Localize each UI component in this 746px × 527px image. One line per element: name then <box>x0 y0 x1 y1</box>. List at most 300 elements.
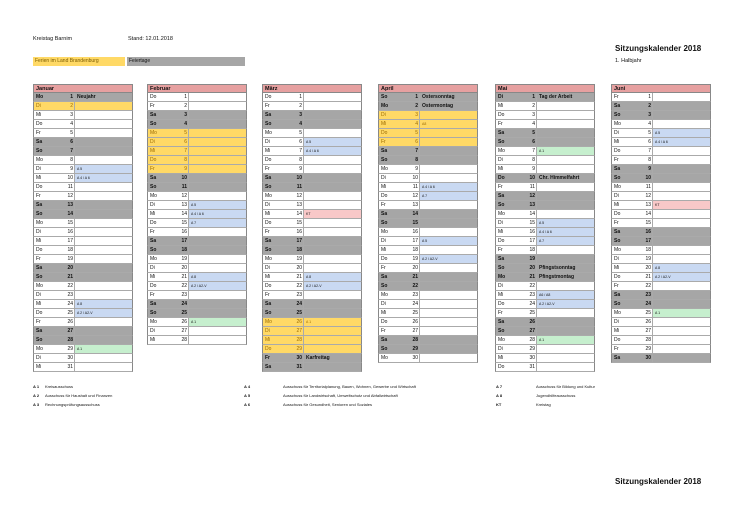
day-number: 22 <box>64 282 75 290</box>
weekday: So <box>150 247 157 253</box>
weekday: Sa <box>150 301 157 307</box>
day-event <box>653 255 710 263</box>
day-number: 2 <box>409 102 420 110</box>
day-event <box>304 237 361 245</box>
day-event <box>189 309 246 317</box>
day-row <box>611 120 711 129</box>
day-number: 1 <box>409 93 420 101</box>
weekday: So <box>614 238 621 244</box>
weekday: Sa <box>36 328 43 334</box>
day-row <box>262 111 362 120</box>
day-row <box>495 129 595 138</box>
weekday: Mi <box>381 310 387 316</box>
day-row <box>262 219 362 228</box>
month-header: April <box>378 84 478 93</box>
day-number: 13 <box>293 201 304 209</box>
weekday: Mi <box>614 265 620 271</box>
weekday: Mi <box>150 148 156 154</box>
day-row <box>495 219 595 228</box>
day-row <box>147 327 247 336</box>
day-row <box>147 165 247 174</box>
weekday: Do <box>150 220 157 226</box>
weekday: So <box>265 310 272 316</box>
day-event: A 2 / A2-V <box>420 255 477 263</box>
day-number: 9 <box>293 165 304 173</box>
day-number: 18 <box>178 246 189 254</box>
day-number: 18 <box>526 246 537 254</box>
day-number: 24 <box>642 300 653 308</box>
day-event <box>420 246 477 254</box>
day-event <box>653 111 710 119</box>
day-event <box>653 147 710 155</box>
day-event <box>75 120 132 128</box>
weekday: Mo <box>265 256 272 262</box>
legend-text: Kreisausschuss <box>45 384 74 389</box>
day-number: 22 <box>526 282 537 290</box>
weekday: Do <box>36 184 43 190</box>
month-column <box>147 84 247 345</box>
day-row <box>147 264 247 273</box>
day-event <box>653 102 710 110</box>
day-number: 22 <box>293 282 304 290</box>
day-event: Ostermontag <box>422 103 454 109</box>
weekday: Fr <box>36 319 41 325</box>
day-event: A 8 <box>653 264 710 272</box>
day-number: 7 <box>526 147 537 155</box>
weekday: Do <box>498 364 505 370</box>
day-event <box>304 93 361 101</box>
day-number: 28 <box>64 336 75 344</box>
day-event: A 5 <box>304 138 361 146</box>
day-number: 3 <box>409 111 420 119</box>
day-row <box>495 309 595 318</box>
day-row <box>147 210 247 219</box>
day-number: 2 <box>642 102 653 110</box>
day-number: 27 <box>293 327 304 335</box>
day-event: A 8 <box>75 300 132 308</box>
day-row <box>33 147 133 156</box>
day-number: 18 <box>64 246 75 254</box>
weekday: So <box>498 328 505 334</box>
weekday: Di <box>36 103 41 109</box>
day-row <box>495 192 595 201</box>
day-number: 15 <box>293 219 304 227</box>
day-row <box>378 210 478 219</box>
day-number: 4 <box>178 120 189 128</box>
day-event <box>653 237 710 245</box>
day-number: 1 <box>526 93 537 101</box>
day-event <box>75 363 132 371</box>
day-number: 4 <box>293 120 304 128</box>
weekday: Do <box>498 112 505 118</box>
day-event <box>75 282 132 290</box>
day-event <box>537 201 594 209</box>
day-event: Ostersonntag <box>422 94 455 100</box>
day-number: 25 <box>178 309 189 317</box>
legend-text: Ausschuss für Bildung und Kultur <box>536 384 595 389</box>
day-row <box>147 309 247 318</box>
weekday: Mo <box>381 166 388 172</box>
day-event <box>75 354 132 362</box>
day-event: A 4 / A 6 <box>75 174 132 182</box>
day-event <box>420 111 477 119</box>
day-row <box>262 93 362 102</box>
legend-text: Ausschuss für Gesundheit, Senioren und Soziales <box>283 402 372 407</box>
day-row <box>262 273 362 282</box>
day-event: A 5 <box>653 129 710 137</box>
weekday: Di <box>381 238 386 244</box>
weekday: Fr <box>498 310 503 316</box>
day-row <box>33 138 133 147</box>
day-event <box>304 156 361 164</box>
day-row <box>33 345 133 354</box>
day-event <box>653 93 710 101</box>
day-row <box>611 318 711 327</box>
month-column <box>378 84 478 363</box>
day-event <box>420 201 477 209</box>
day-row <box>147 273 247 282</box>
day-number: 16 <box>64 228 75 236</box>
day-number: 19 <box>293 255 304 263</box>
weekday: Mi <box>36 175 42 181</box>
day-event <box>189 111 246 119</box>
day-row <box>611 237 711 246</box>
day-row <box>378 147 478 156</box>
ferien-legend: Ferien im Land Brandenburg <box>33 57 125 66</box>
day-event <box>304 345 361 353</box>
day-event <box>537 282 594 290</box>
day-row <box>147 111 247 120</box>
day-number: 12 <box>178 192 189 200</box>
month-header: Januar <box>33 84 133 93</box>
day-row <box>611 129 711 138</box>
day-number: 13 <box>642 201 653 209</box>
day-row <box>378 165 478 174</box>
day-number: 20 <box>178 264 189 272</box>
day-event <box>537 345 594 353</box>
month-column <box>33 84 133 372</box>
weekday: Sa <box>36 139 43 145</box>
weekday: Do <box>614 211 621 217</box>
day-row <box>147 201 247 210</box>
day-event: A 8 <box>189 273 246 281</box>
weekday: Do <box>498 175 505 181</box>
day-number: 29 <box>642 345 653 353</box>
day-number: 19 <box>64 255 75 263</box>
day-event: A 5 <box>420 237 477 245</box>
day-event <box>304 246 361 254</box>
day-event: A 7 <box>189 219 246 227</box>
day-event <box>653 120 710 128</box>
weekday: Di <box>614 256 619 262</box>
weekday: Fr <box>36 130 41 136</box>
weekday: Mo <box>150 130 157 136</box>
day-event: Neujahr <box>77 94 96 100</box>
day-event <box>189 192 246 200</box>
day-event <box>75 147 132 155</box>
day-event <box>537 327 594 335</box>
day-number: 8 <box>293 156 304 164</box>
day-row <box>33 264 133 273</box>
day-event <box>304 192 361 200</box>
weekday: Di <box>150 265 155 271</box>
day-row <box>495 318 595 327</box>
day-number: 15 <box>526 219 537 227</box>
weekday: Di <box>381 301 386 307</box>
day-number: 25 <box>642 309 653 317</box>
day-event <box>420 345 477 353</box>
weekday: Sa <box>498 130 505 136</box>
month-column <box>611 84 711 363</box>
day-event <box>189 165 246 173</box>
day-number: 9 <box>526 165 537 173</box>
day-row <box>378 345 478 354</box>
day-event <box>420 174 477 182</box>
weekday: Do <box>265 157 272 163</box>
day-row <box>378 138 478 147</box>
day-event: A 1 <box>75 345 132 353</box>
weekday: So <box>36 148 43 154</box>
day-event <box>189 120 246 128</box>
weekday: Mi <box>265 274 271 280</box>
day-number: 27 <box>409 327 420 335</box>
day-event <box>75 255 132 263</box>
day-event <box>304 309 361 317</box>
day-event <box>75 183 132 191</box>
day-event <box>75 192 132 200</box>
day-number: 13 <box>409 201 420 209</box>
weekday: Di <box>381 112 386 118</box>
day-event <box>537 102 594 110</box>
day-event <box>537 156 594 164</box>
day-number: 17 <box>526 237 537 245</box>
day-row <box>262 129 362 138</box>
day-event: A 7 <box>537 237 594 245</box>
weekday: Mi <box>381 247 387 253</box>
day-event <box>537 183 594 191</box>
weekday: Fr <box>150 229 155 235</box>
day-event: A 7 <box>420 192 477 200</box>
weekday: So <box>498 139 505 145</box>
day-number: 8 <box>642 156 653 164</box>
day-event <box>304 129 361 137</box>
weekday: Fr <box>265 355 270 361</box>
day-number: 12 <box>293 192 304 200</box>
day-event <box>420 282 477 290</box>
weekday: So <box>381 157 388 163</box>
day-row <box>33 210 133 219</box>
day-event <box>420 228 477 236</box>
day-event: A 2 / A2-V <box>537 300 594 308</box>
weekday: Mi <box>614 328 620 334</box>
day-row <box>262 201 362 210</box>
day-event <box>653 246 710 254</box>
weekday: Di <box>498 94 503 100</box>
day-number: 14 <box>293 210 304 218</box>
day-number: 19 <box>526 255 537 263</box>
weekday: Fr <box>381 265 386 271</box>
day-number: 28 <box>526 336 537 344</box>
day-number: 20 <box>293 264 304 272</box>
weekday: Sa <box>265 301 272 307</box>
day-row <box>147 255 247 264</box>
day-number: 14 <box>178 210 189 218</box>
day-number: 26 <box>409 318 420 326</box>
day-event: Tag der Arbeit <box>539 94 573 100</box>
weekday: Fr <box>150 166 155 172</box>
day-event <box>75 210 132 218</box>
weekday: Do <box>614 337 621 343</box>
month-column <box>495 84 595 372</box>
day-number: 20 <box>526 264 537 272</box>
weekday: Fr <box>381 328 386 334</box>
day-event <box>189 183 246 191</box>
weekday: Fr <box>265 292 270 298</box>
month-header: Februar <box>147 84 247 93</box>
day-number: 10 <box>293 174 304 182</box>
day-event: A 1 <box>189 318 246 326</box>
day-number: 29 <box>64 345 75 353</box>
day-number: 23 <box>642 291 653 299</box>
day-row <box>262 300 362 309</box>
day-event: Karfreitag <box>306 355 330 361</box>
day-event: A 2 / A2-V <box>189 282 246 290</box>
day-event <box>304 255 361 263</box>
weekday: Di <box>498 283 503 289</box>
day-row <box>611 192 711 201</box>
day-row <box>495 255 595 264</box>
day-event <box>653 300 710 308</box>
day-number: 3 <box>64 111 75 119</box>
day-number: 18 <box>409 246 420 254</box>
day-row <box>611 291 711 300</box>
day-event <box>537 129 594 137</box>
day-row <box>378 111 478 120</box>
day-row <box>611 255 711 264</box>
day-row <box>33 129 133 138</box>
day-row <box>378 255 478 264</box>
weekday: Fr <box>614 346 619 352</box>
day-row <box>495 327 595 336</box>
day-event <box>304 363 361 371</box>
weekday: Fr <box>498 121 503 127</box>
day-row <box>378 174 478 183</box>
day-number: 30 <box>642 354 653 362</box>
day-row <box>33 111 133 120</box>
day-number: 12 <box>642 192 653 200</box>
day-row <box>495 291 595 300</box>
day-event <box>304 111 361 119</box>
weekday: Mo <box>614 184 621 190</box>
weekday: Mo <box>614 310 621 316</box>
weekday: Do <box>36 310 43 316</box>
weekday: So <box>614 175 621 181</box>
day-row <box>33 318 133 327</box>
day-event <box>304 165 361 173</box>
day-event <box>653 183 710 191</box>
day-number: 30 <box>293 354 304 362</box>
day-event: A 5 <box>537 219 594 227</box>
day-number: 28 <box>178 336 189 344</box>
legend-text: Ausschuss für Haushalt und Finanzen <box>45 393 113 398</box>
day-number: 22 <box>642 282 653 290</box>
day-number: 20 <box>409 264 420 272</box>
weekday: Mo <box>498 211 505 217</box>
day-event <box>75 318 132 326</box>
day-number: 9 <box>178 165 189 173</box>
day-number: 21 <box>64 273 75 281</box>
day-row <box>262 102 362 111</box>
day-event: Chr. Himmelfahrt <box>539 175 580 181</box>
weekday: Fr <box>150 292 155 298</box>
day-row <box>33 300 133 309</box>
weekday: So <box>36 211 43 217</box>
legend-code: A 1 <box>33 384 40 389</box>
weekday: Mo <box>265 319 272 325</box>
day-event <box>420 300 477 308</box>
day-row <box>33 156 133 165</box>
day-row <box>33 246 133 255</box>
day-event <box>189 246 246 254</box>
weekday: So <box>614 112 621 118</box>
weekday: Fr <box>36 256 41 262</box>
day-number: 24 <box>293 300 304 308</box>
weekday: Sa <box>265 112 272 118</box>
day-number: 11 <box>178 183 189 191</box>
weekday: Do <box>381 193 388 199</box>
day-event <box>537 309 594 317</box>
day-number: 26 <box>178 318 189 326</box>
day-row <box>611 309 711 318</box>
day-row <box>262 246 362 255</box>
day-event <box>189 156 246 164</box>
day-row <box>378 336 478 345</box>
day-event <box>189 174 246 182</box>
day-row <box>147 228 247 237</box>
day-number: 11 <box>64 183 75 191</box>
day-event: A 4 / A 6 <box>420 183 477 191</box>
day-row <box>378 129 478 138</box>
day-number: 8 <box>409 156 420 164</box>
day-number: 27 <box>526 327 537 335</box>
weekday: Do <box>498 238 505 244</box>
weekday: Di <box>265 328 270 334</box>
weekday: Di <box>36 229 41 235</box>
day-number: 26 <box>293 318 304 326</box>
day-row <box>147 129 247 138</box>
weekday: Mi <box>614 202 620 208</box>
weekday: So <box>265 121 272 127</box>
day-number: 4 <box>526 120 537 128</box>
day-row <box>611 183 711 192</box>
day-number: 5 <box>64 129 75 137</box>
weekday: Sa <box>36 265 43 271</box>
day-number: 31 <box>64 363 75 371</box>
legend-code: A 5 <box>244 393 251 398</box>
weekday: Mi <box>265 337 271 343</box>
day-row <box>147 219 247 228</box>
weekday: So <box>381 220 388 226</box>
day-number: 1 <box>64 93 75 101</box>
day-number: 4 <box>64 120 75 128</box>
day-number: 8 <box>526 156 537 164</box>
day-row <box>378 264 478 273</box>
day-row <box>33 183 133 192</box>
day-row <box>147 156 247 165</box>
weekday: Fr <box>614 220 619 226</box>
day-number: 26 <box>526 318 537 326</box>
day-number: 10 <box>526 174 537 182</box>
